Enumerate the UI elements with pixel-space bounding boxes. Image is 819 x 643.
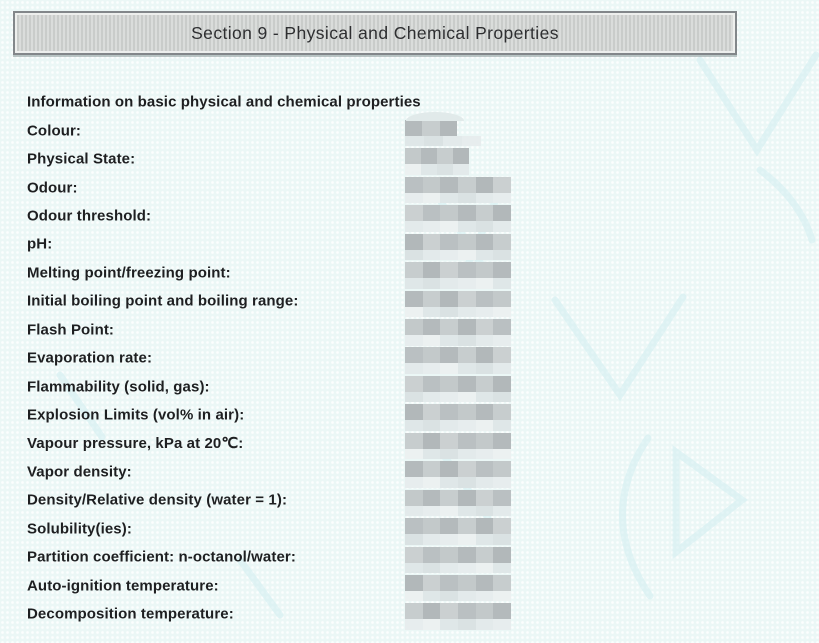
redacted-value-mosaic [405, 177, 511, 204]
redacted-value-mosaic [405, 461, 511, 488]
redacted-value-mosaic [405, 518, 511, 545]
redacted-value-mosaic [405, 148, 469, 175]
property-label: Density/Relative density (water = 1): [27, 491, 288, 509]
intro-text: Information on basic physical and chemical properties [27, 93, 421, 111]
property-label: Vapour pressure, kPa at 20℃: [27, 435, 244, 453]
redacted-value-mosaic [405, 490, 511, 517]
mosaic-band [405, 148, 469, 164]
redacted-value-mosaic [405, 575, 511, 602]
mosaic-band [405, 347, 511, 363]
property-row [0, 202, 819, 230]
mosaic-band [405, 262, 511, 278]
property-row [0, 372, 819, 400]
redacted-value-mosaic [405, 120, 481, 147]
section-header [13, 11, 737, 55]
redacted-value-mosaic [405, 404, 511, 431]
redacted-value-mosaic [405, 603, 511, 630]
property-label: Vapor density: [27, 463, 132, 481]
property-row [0, 429, 819, 457]
mosaic-band [405, 376, 511, 392]
property-row [0, 116, 819, 144]
mosaic-band [405, 603, 511, 619]
mosaic-band [405, 461, 511, 477]
properties-list [0, 88, 819, 628]
property-label: Initial boiling point and boiling range: [27, 292, 299, 310]
mosaic-band [405, 319, 511, 335]
mosaic-band [405, 518, 511, 534]
property-row [0, 173, 819, 201]
property-row [0, 571, 819, 599]
property-row [0, 486, 819, 514]
section-title: Section 9 - Physical and Chemical Properties [191, 22, 559, 43]
property-label: pH: [27, 235, 53, 253]
property-label: Solubility(ies): [27, 520, 132, 538]
property-row [0, 515, 819, 543]
property-row [0, 543, 819, 571]
property-row [0, 344, 819, 372]
redacted-value-mosaic [405, 291, 511, 318]
mosaic-band [405, 490, 511, 506]
property-label: Flash Point: [27, 321, 115, 339]
redacted-value-mosaic [405, 433, 511, 460]
property-label: Odour: [27, 179, 78, 197]
redacted-value-mosaic [405, 547, 511, 574]
property-row [0, 458, 819, 486]
intro-row [0, 88, 819, 116]
property-row [0, 316, 819, 344]
property-label: Evaporation rate: [27, 349, 153, 367]
property-label: Explosion Limits (vol% in air): [27, 406, 245, 424]
mosaic-band [405, 433, 511, 449]
property-label: Auto-ignition temperature: [27, 577, 219, 595]
property-label: Flammability (solid, gas): [27, 378, 210, 396]
property-label: Partition coefficient: n-octanol/water: [27, 548, 296, 566]
property-row [0, 145, 819, 173]
mosaic-band [405, 234, 511, 250]
mosaic-band [405, 291, 511, 307]
redacted-value-mosaic [405, 262, 511, 289]
property-row [0, 230, 819, 258]
mosaic-band [405, 120, 457, 136]
property-label: Colour: [27, 122, 82, 140]
mosaic-band [405, 619, 511, 630]
property-label: Physical State: [27, 150, 136, 168]
redacted-value-mosaic [405, 205, 511, 232]
redacted-value-mosaic [405, 376, 511, 403]
redacted-value-mosaic [405, 234, 511, 261]
property-label: Melting point/freezing point: [27, 264, 231, 282]
property-row [0, 401, 819, 429]
mosaic-band [405, 547, 511, 563]
property-label: Odour threshold: [27, 207, 152, 225]
property-row [0, 259, 819, 287]
mosaic-band [405, 404, 511, 420]
mosaic-band [405, 575, 511, 591]
mosaic-band [405, 205, 511, 221]
property-row [0, 600, 819, 628]
redacted-value-mosaic [405, 347, 511, 374]
property-row [0, 287, 819, 315]
redacted-value-mosaic [405, 319, 511, 346]
mosaic-band [405, 177, 511, 193]
property-label: Decomposition temperature: [27, 605, 234, 623]
